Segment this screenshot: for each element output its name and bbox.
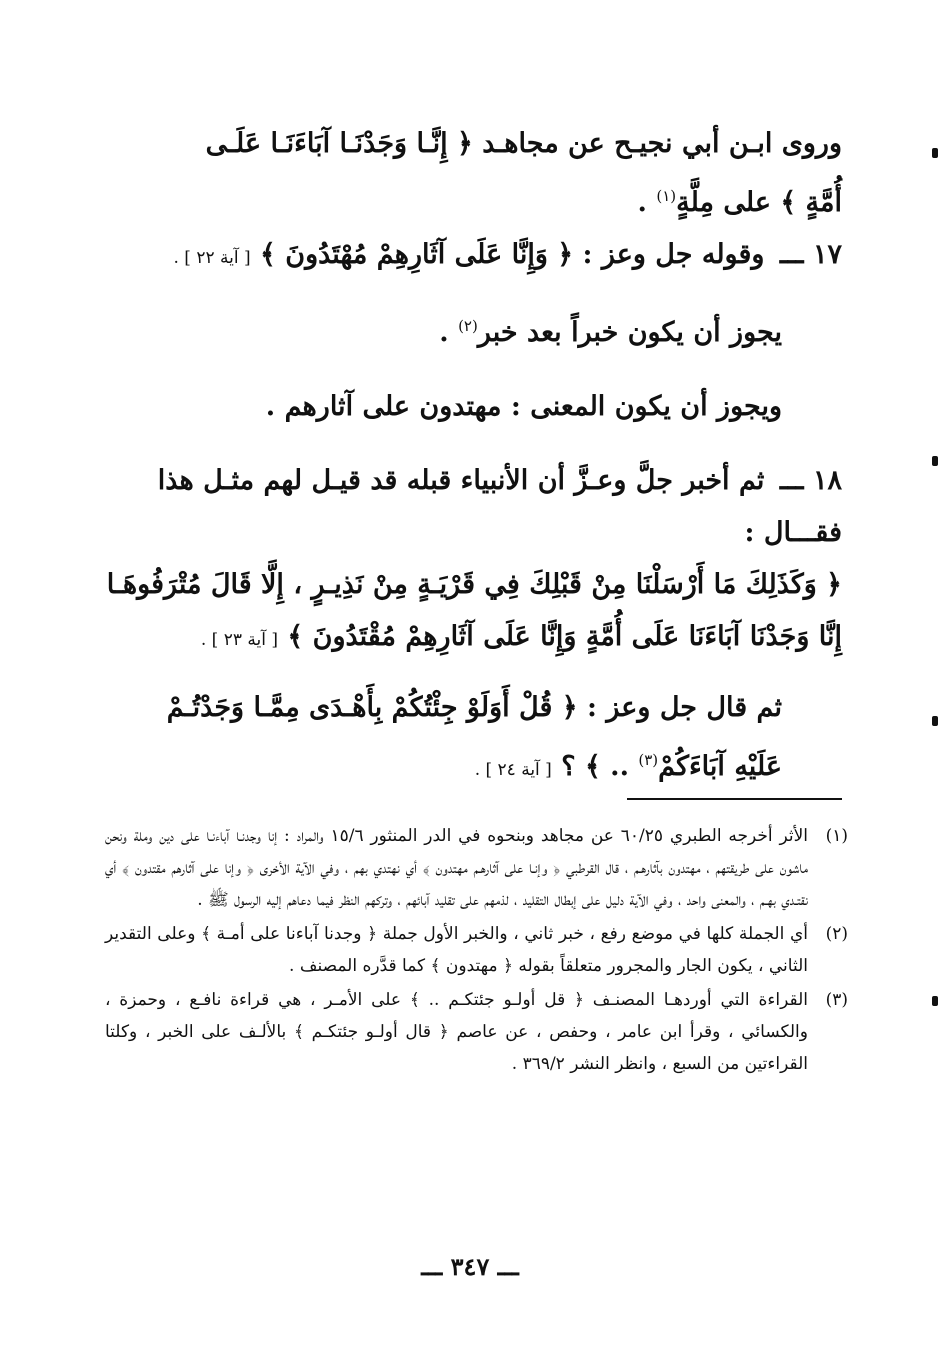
paragraph-3-text: يجوز أن يكون خبراً بعد خبر xyxy=(477,317,782,348)
paragraph-6-line-2: عَلَيْهِ آبَاءَكُمْ xyxy=(658,751,782,782)
footnote-2-text: أي الجملة كلها في موضع رفع ، خبر ثاني ، والخبر الأول جملة ﴿ وجدنا آباءنا على أمـة ﴾ وعلى التقدير الثاني ، يكون الجار والمجرور متعلقاً بقوله ﴿ مهتدون ﴾ كما قدَّره المصنف . xyxy=(105,924,808,976)
paragraph-1-end: . xyxy=(637,187,657,218)
section-18 xyxy=(105,455,842,666)
footnotes xyxy=(105,820,848,1082)
paragraph-1-line-2: أُمَّةٍ ﴾ على مِلَّةٍ xyxy=(676,187,842,218)
paragraph-3 xyxy=(105,300,842,359)
edge-mark xyxy=(932,456,938,466)
section-17-text: وقوله جل وعز : ﴿ وَإِنَّا عَلَى آثَارِهِمْ مُهْتَدُونَ ﴾ xyxy=(260,239,765,270)
footnote-3-text: القراءة التي أوردهـا المصنـف ﴿ قل أولـو جئتكـم .. ﴾ على الأمـر ، هي قراءة نافـع ، وحمزة ، والكسائي ، وقرأ ابن عامر ، وحفص ، عن عاصم ﴿ قال أولـو جئتكـم ﴾ بالألـف على الخبر ، وكلتا القراءتين من السبع ، وانظر النشر ٣٦٩/٢ . xyxy=(105,990,808,1074)
footnote-divider xyxy=(627,798,842,800)
section-17 xyxy=(105,229,842,284)
paragraph-6-mid: .. ﴾ ؟ xyxy=(561,751,639,782)
footnote-marker-1: (١) xyxy=(656,187,677,205)
section-18-number: ١٨ ـــ xyxy=(779,465,842,496)
paragraph-4-text: ويجوز أن يكون المعنى : مهتدون على آثارهم . xyxy=(265,391,782,422)
paragraph-1 xyxy=(105,118,842,229)
footnote-1-text: الأثر أخرجه الطبري ٦٠/٢٥ عن مجاهد وبنحوه في الدر المنثور ١٥/٦ والمراد : إنا وجدنـا آباءنـا على دين وملة ونحن ماشون على طريقتهم ، مهتدون بآثارهـم ، قال القرطبي ﴿ وإنـا على آثارهـم مهتدون ﴾ أي نهتدي بهم ، وفي الآية الأخرى ﴿ وإنا على آثارهم مقتدون ﴾ أي نقتـدي بهـم ، والمعنى واحد ، وفي الآية دليل على إبطال التقليد ، لذمهم على تقليد آبائهم ، وتركهم النظر فيما دعاهم إليه الرسول ﷺ . xyxy=(105,826,809,910)
edge-mark xyxy=(932,148,938,158)
footnote-2-number: (٢) xyxy=(825,924,848,944)
footnote-3 xyxy=(105,984,848,1080)
section-17-number: ١٧ ـــ xyxy=(779,239,842,270)
section-18-line-3: إِنَّا وَجَدْنَا آبَاءَنَا عَلَى أُمَّةٍ وَإِنَّا عَلَى آثَارِهِمْ مُقْتَدُونَ ﴾ xyxy=(287,621,842,652)
main-text xyxy=(105,118,842,796)
section-18-line-1: ثم أخبر جلَّ وعـزَّ أن الأنبياء قبله قد قيـل لهم مثـل هذا فقـــال : xyxy=(157,465,842,548)
edge-mark xyxy=(932,716,938,726)
footnote-1 xyxy=(105,820,848,916)
section-18-verse-ref: [ آية ٢٣ ] . xyxy=(200,630,278,650)
section-17-verse-ref: [ آية ٢٢ ] . xyxy=(173,248,251,268)
footnote-1-number: (١) xyxy=(825,826,848,846)
footnote-3-number: (٣) xyxy=(825,990,848,1010)
page-number: ـــ ٣٤٧ ـــ xyxy=(421,1252,519,1281)
paragraph-3-end: . xyxy=(439,317,459,348)
paragraph-6-line-1: ثم قال جل وعز : ﴿ قُلْ أَوَلَوْ جِئْتُكُمْ بِأَهْـدَى مِمَّـا وَجَدْتُـمْ xyxy=(166,692,782,723)
paragraph-6-verse-ref: [ آية ٢٤ ] . xyxy=(474,760,552,780)
paragraph-1-line-1: وروى ابـن أبي نجيـح عن مجاهـد ﴿ إِنَّـا وَجَدْنَـا آبَاءَنَـا عَلَـى xyxy=(205,128,842,159)
footnote-marker-3: (٣) xyxy=(638,751,659,769)
section-18-line-2: ﴿ وَكَذَلِكَ مَا أَرْسَلْنَا مِنْ قَبْلِكَ فِي قَرْيَـةٍ مِنْ نَذِيـرٍ ، إِلَّا قَالَ مُتْرَفُوهَـا xyxy=(106,569,842,600)
paragraph-4 xyxy=(105,381,842,433)
footnote-marker-2: (٢) xyxy=(458,317,478,335)
footnote-2 xyxy=(105,918,848,982)
edge-mark xyxy=(932,996,938,1006)
paragraph-6 xyxy=(105,682,842,796)
